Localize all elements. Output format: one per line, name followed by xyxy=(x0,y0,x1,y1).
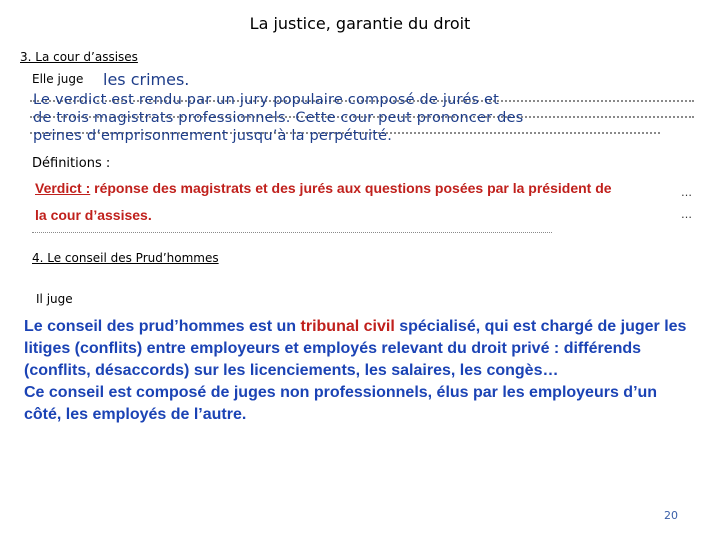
il-juge-label: Il juge xyxy=(36,292,73,306)
cour-assises-line-1-text: Le verdict est rendu par un jury populaire composé de jurés et xyxy=(33,92,500,108)
prudhommes-paragraph xyxy=(24,316,696,426)
para1-after: spécialisé, qui est chargé de juger les litiges (conflits) entre employeurs et employés relevant du droit privé : différends (conflits, désaccords) sur les licenciements, les salaires, les congès… xyxy=(24,318,687,379)
cour-assises-line-3: peines d’emprisonnement jusqu’à la perpétuité. xyxy=(33,128,393,144)
prudhommes-paragraph-1 xyxy=(24,316,696,382)
cour-assises-line-1 xyxy=(33,92,499,108)
verdict-definition-part-1: réponse des magistrats et des jurés aux questions posées par la président de xyxy=(90,180,612,196)
definitions-label: Définitions : xyxy=(32,156,111,171)
verdict-definition-line-2: la cour d’assises. xyxy=(35,207,152,223)
section-heading-cour-assises: 3. La cour d’assises xyxy=(20,50,138,64)
elle-juge-label: Elle juge xyxy=(32,72,84,86)
section-heading-prudhommes: 4. Le conseil des Prud’hommes xyxy=(32,251,219,265)
cour-assises-line-2: de trois magistrats professionnels. Cette cour peut prononcer des xyxy=(33,110,524,126)
ellipsis-top: … xyxy=(681,186,693,199)
ellipsis-bottom: … xyxy=(681,208,693,221)
verdict-definition-line-1 xyxy=(35,180,612,196)
crimes-text: les crimes. xyxy=(103,70,190,89)
prudhommes-paragraph-2: Ce conseil est composé de juges non professionnels, élus par les employeurs d’un côté, les employés de l’autre. xyxy=(24,384,658,423)
verdict-term: Verdict : xyxy=(35,180,91,196)
page-number: 20 xyxy=(664,509,678,522)
tribunal-civil-highlight: tribunal civil xyxy=(300,318,395,335)
para1-before: Le conseil des prud’hommes est un xyxy=(24,318,301,335)
definition-dotted-line xyxy=(32,232,552,233)
page-title: La justice, garantie du droit xyxy=(249,14,471,33)
